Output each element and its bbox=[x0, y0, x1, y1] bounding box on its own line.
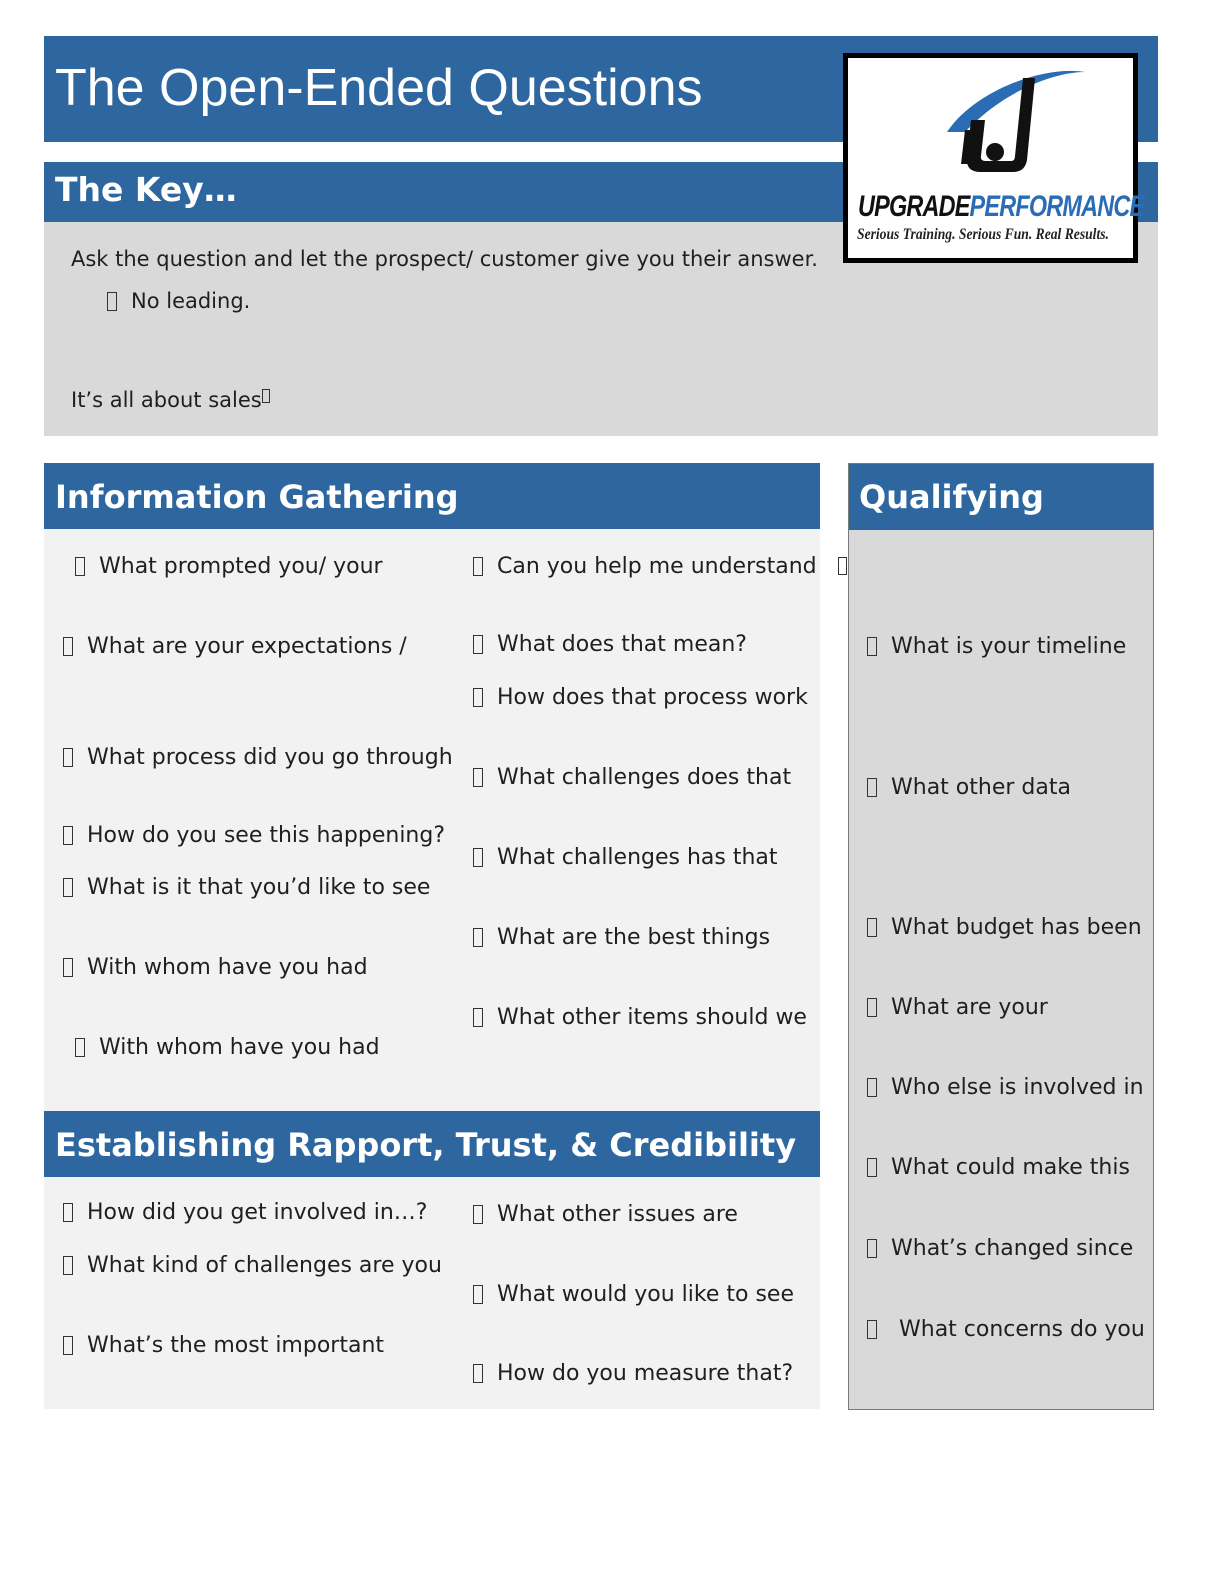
list-item bbox=[473, 1282, 794, 1307]
list-item bbox=[867, 634, 1126, 659]
bullet-box-icon bbox=[63, 878, 73, 897]
bullet-box-icon bbox=[867, 1158, 877, 1177]
list-item bbox=[867, 915, 1142, 940]
bullet-box-icon bbox=[63, 826, 73, 845]
item-text: What’s changed since bbox=[891, 1236, 1134, 1261]
list-item bbox=[867, 1236, 1133, 1261]
list-item bbox=[473, 1202, 738, 1227]
list-item bbox=[473, 1005, 807, 1030]
bullet-box-icon bbox=[473, 768, 483, 787]
bullet-box-icon bbox=[473, 1364, 483, 1383]
bullet-box-icon bbox=[107, 292, 117, 311]
list-item bbox=[63, 1333, 384, 1358]
item-text: What could make this bbox=[891, 1155, 1130, 1180]
logo-brand-part1: UPGRADE bbox=[858, 190, 970, 223]
key-line-3: It’s all about sales bbox=[71, 388, 262, 412]
item-text: What would you like to see bbox=[497, 1282, 794, 1307]
item-text: What’s the most important bbox=[87, 1333, 385, 1358]
bullet-box-icon bbox=[63, 1336, 73, 1355]
list-item bbox=[473, 845, 778, 870]
item-text: What challenges does that bbox=[497, 765, 792, 790]
logo-brand-part2: PERFORMANCE bbox=[969, 190, 1145, 223]
item-text: What is it that you’d like to see bbox=[87, 875, 431, 900]
list-item bbox=[75, 554, 383, 579]
page-title: The Open-Ended Questions bbox=[55, 59, 703, 117]
list-item bbox=[473, 925, 770, 950]
list-item bbox=[867, 995, 1048, 1020]
bullet-box-icon bbox=[867, 918, 877, 937]
bullet-box-icon bbox=[75, 1038, 85, 1057]
key-bullet-no-leading bbox=[107, 289, 250, 313]
bullet-box-icon bbox=[63, 958, 73, 977]
item-text: With whom have you had bbox=[99, 1035, 380, 1060]
item-text: Who else is involved in bbox=[891, 1075, 1144, 1100]
bullet-box-icon bbox=[473, 928, 483, 947]
info-gathering-heading: Information Gathering bbox=[55, 478, 459, 516]
list-item bbox=[63, 955, 368, 980]
bullet-box-icon bbox=[63, 1203, 73, 1222]
list-item bbox=[473, 632, 747, 657]
list-item bbox=[473, 1361, 793, 1386]
logo-tagline: Serious Training. Serious Fun. Real Results. bbox=[857, 226, 1109, 243]
bullet-box-icon bbox=[473, 557, 483, 576]
bullet-box-icon bbox=[867, 637, 877, 656]
bullet-box-icon bbox=[867, 1239, 877, 1258]
item-text: What does that mean? bbox=[497, 632, 747, 657]
item-text: What other data bbox=[891, 775, 1071, 800]
qualifying-heading: Qualifying bbox=[859, 478, 1044, 516]
item-text: How does that process work bbox=[497, 685, 808, 710]
item-text: What are your expectations / bbox=[87, 634, 407, 659]
list-item bbox=[473, 554, 817, 579]
logo-brand-text bbox=[858, 190, 1144, 224]
bullet-box-icon bbox=[473, 1285, 483, 1304]
bullet-box-icon bbox=[473, 1008, 483, 1027]
item-text: What are the best things bbox=[497, 925, 771, 950]
item-text: What other issues are bbox=[497, 1202, 738, 1227]
upgrade-performance-logo-icon bbox=[935, 60, 1095, 185]
item-text: How do you measure that? bbox=[497, 1361, 794, 1386]
item-text: Can you help me understand bbox=[497, 554, 817, 579]
list-item bbox=[867, 775, 1071, 800]
item-text: What prompted you/ your bbox=[99, 554, 383, 579]
item-text: What budget has been bbox=[891, 915, 1142, 940]
key-line-2: No leading. bbox=[131, 289, 251, 313]
item-text: What are your bbox=[891, 995, 1048, 1020]
list-item bbox=[63, 823, 445, 848]
key-line-3-row bbox=[71, 388, 270, 412]
item-text: What is your timeline bbox=[891, 634, 1127, 659]
bullet-box-icon bbox=[63, 748, 73, 767]
rapport-heading: Establishing Rapport, Trust, & Credibility bbox=[55, 1126, 797, 1164]
key-heading: The Key… bbox=[55, 170, 237, 209]
list-item bbox=[473, 765, 791, 790]
bullet-box-icon bbox=[473, 635, 483, 654]
bullet-box-icon bbox=[63, 637, 73, 656]
list-item bbox=[867, 1317, 1145, 1342]
bullet-box-icon bbox=[262, 389, 270, 403]
bullet-box-icon bbox=[867, 1078, 877, 1097]
bullet-box-icon bbox=[473, 1205, 483, 1224]
item-text: How did you get involved in…? bbox=[87, 1200, 428, 1225]
item-text: What kind of challenges are you bbox=[87, 1253, 442, 1278]
bullet-box-icon bbox=[867, 778, 877, 797]
item-text: What concerns do you bbox=[899, 1317, 1145, 1342]
list-item bbox=[75, 1035, 380, 1060]
list-item bbox=[473, 685, 808, 710]
item-text: What process did you go through bbox=[87, 745, 453, 770]
item-text: What challenges has that bbox=[497, 845, 778, 870]
key-line-1: Ask the question and let the prospect/ customer give you their answer. bbox=[71, 247, 818, 271]
bullet-box-icon bbox=[473, 848, 483, 867]
bullet-box-icon bbox=[867, 998, 877, 1017]
bullet-box-icon bbox=[473, 688, 483, 707]
bullet-box-icon bbox=[867, 1320, 877, 1339]
item-text: How do you see this happening? bbox=[87, 823, 446, 848]
bullet-box-icon bbox=[838, 557, 847, 575]
list-item bbox=[63, 745, 453, 770]
bullet-box-icon bbox=[75, 557, 85, 576]
list-item bbox=[63, 1253, 442, 1278]
list-item bbox=[63, 1200, 427, 1225]
list-item bbox=[867, 1155, 1130, 1180]
list-item bbox=[63, 875, 430, 900]
item-text: What other items should we bbox=[497, 1005, 807, 1030]
bullet-box-icon bbox=[63, 1256, 73, 1275]
list-item bbox=[867, 1075, 1144, 1100]
item-text: With whom have you had bbox=[87, 955, 368, 980]
list-item bbox=[63, 634, 407, 659]
